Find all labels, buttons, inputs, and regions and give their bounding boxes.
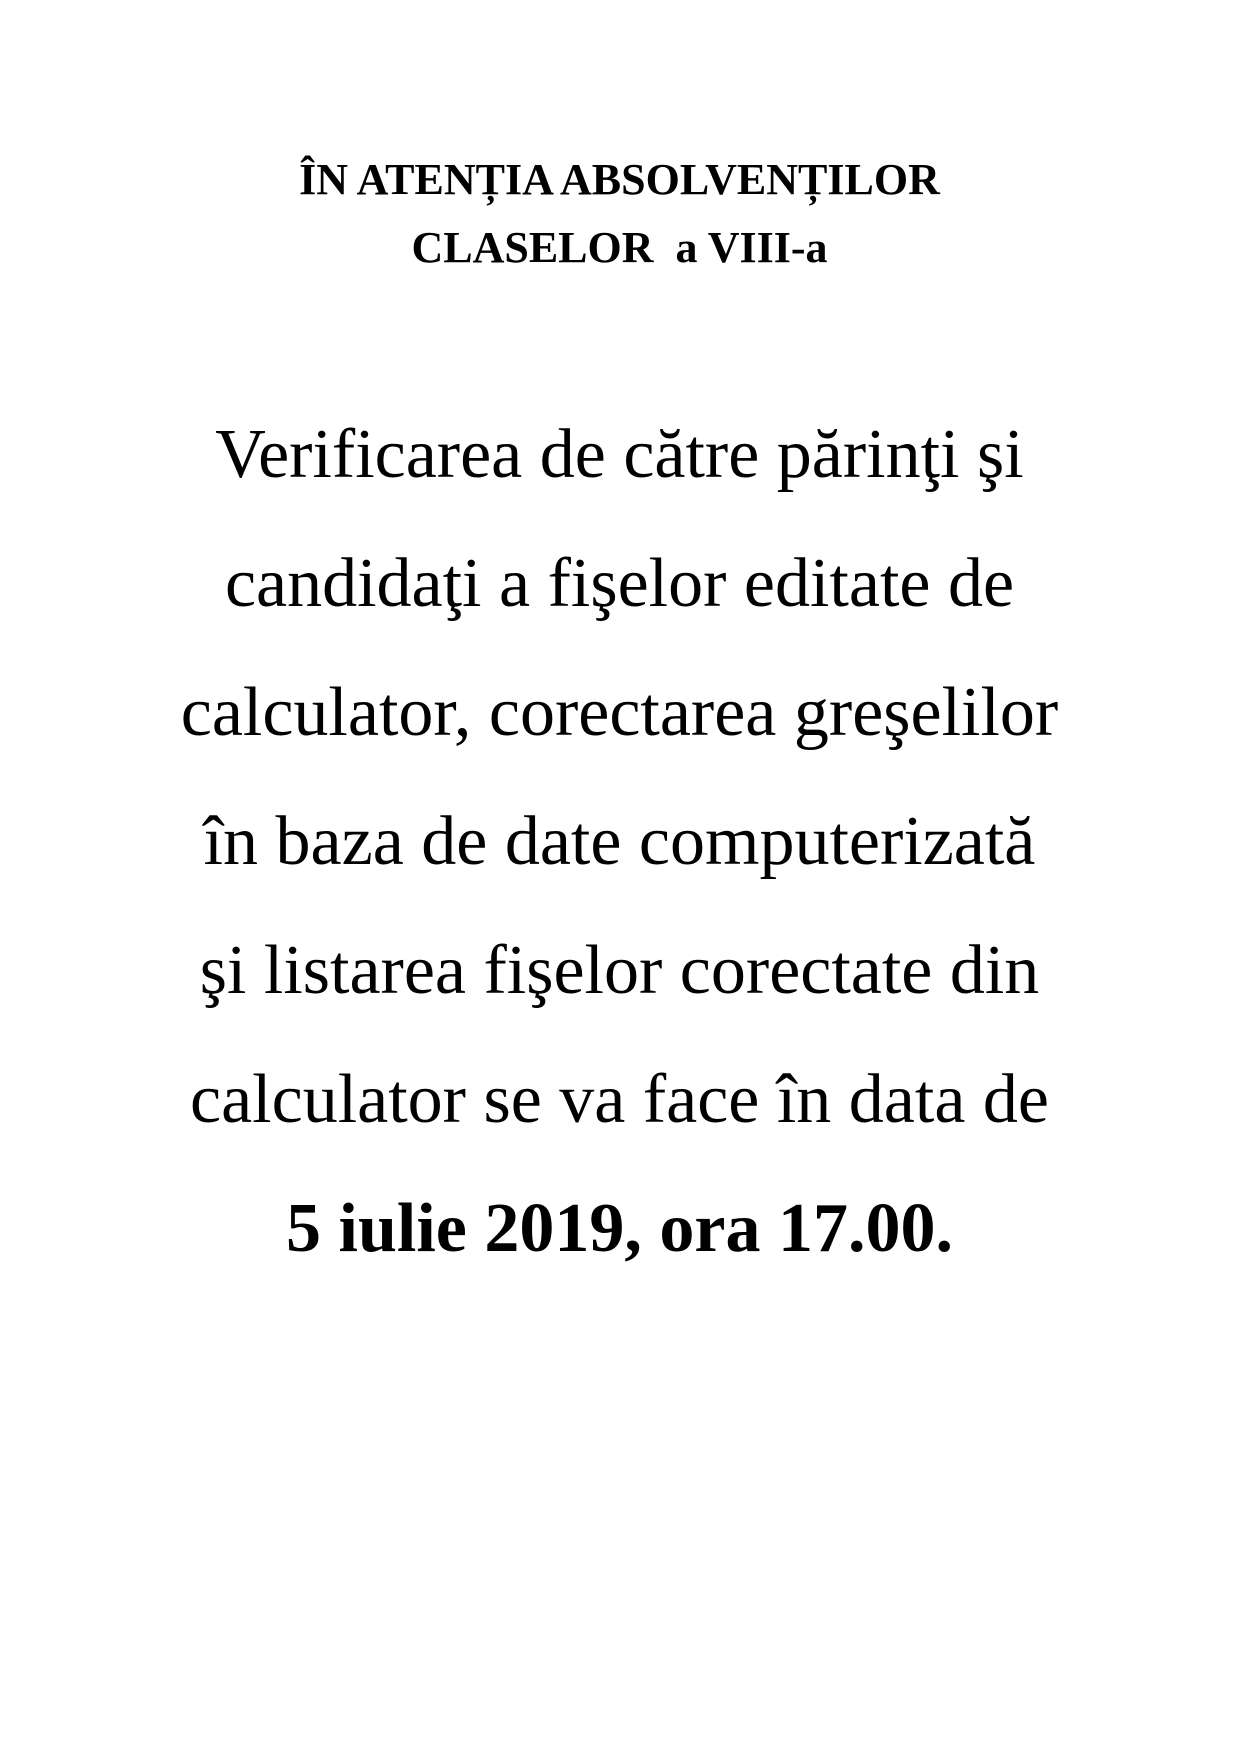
announcement-body	[0, 390, 1239, 1293]
date-time-line: 5 iulie 2019, ora 17.00.	[286, 1190, 953, 1267]
body-line-3: calculator, corectarea greşelilor	[180, 674, 1059, 751]
body-line-4: în baza de date computerizată	[203, 803, 1036, 880]
title-line-1: ÎN ATENȚIA ABSOLVENȚILOR	[299, 155, 940, 204]
body-line-5: şi listarea fişelor corectate din	[199, 932, 1040, 1009]
body-line-1: Verificarea de către părinţi şi	[215, 416, 1024, 493]
body-line-6: calculator se va face în data de	[190, 1061, 1049, 1138]
body-line-2: candidaţi a fişelor editate de	[224, 545, 1015, 622]
title-line-2: CLASELOR a VIII-a	[411, 223, 828, 272]
announcement-title	[0, 146, 1239, 282]
